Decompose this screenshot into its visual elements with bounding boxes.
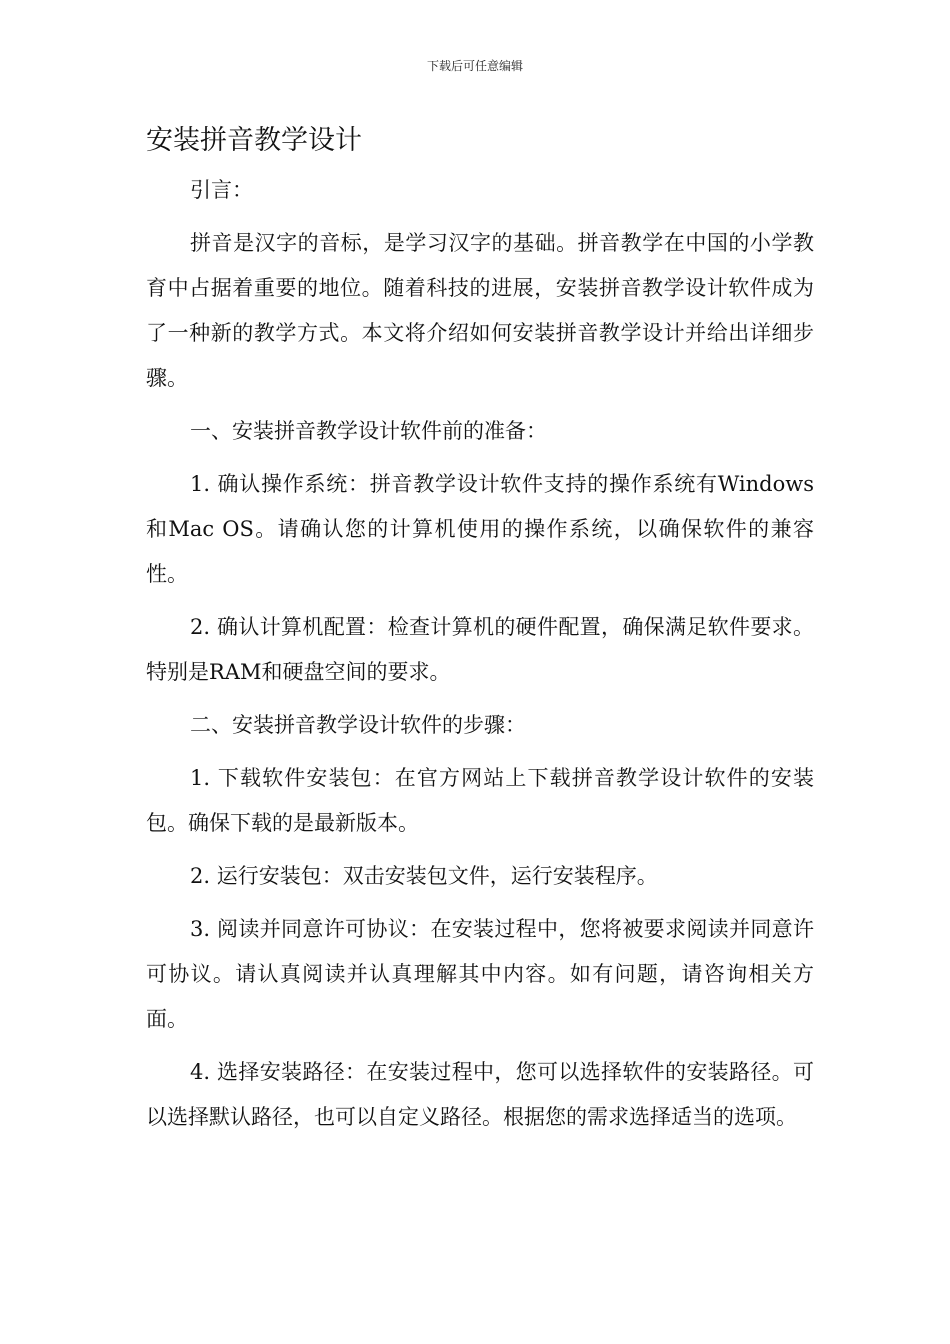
paragraph-intro: 拼音是汉字的音标，是学习汉字的基础。拼音教学在中国的小学教育中占据着重要的地位。随着科技的进展，安装拼音教学设计软件成为了一种新的教学方式。本文将介绍如何安装拼音教学设计并给出详细步骤。: [146, 231, 814, 390]
paragraph-step-license: 3. 阅读并同意许可协议：在安装过程中，您将被要求阅读并同意许可协议。请认真阅读并认真理解其中内容。如有问题，请咨询相关方面。: [146, 917, 814, 1031]
header-note: 下载后可任意编辑: [426, 59, 523, 73]
document-body: [146, 168, 814, 1148]
paragraph-prep-os: 1. 确认操作系统：拼音教学设计软件支持的操作系统有Windows和Mac OS。请确认您的计算机使用的操作系统，以确保软件的兼容性。: [146, 472, 814, 586]
section-heading-steps: 二、安装拼音教学设计软件的步骤：: [190, 713, 526, 737]
document-title: 安装拼音教学设计: [146, 125, 362, 156]
section-heading-preparation: 一、安装拼音教学设计软件前的准备：: [190, 419, 547, 443]
paragraph-step-download: 1. 下载软件安装包：在官方网站上下载拼音教学设计软件的安装包。确保下载的是最新版本。: [146, 766, 814, 835]
paragraph-intro-label: 引言：: [190, 178, 253, 202]
paragraph-step-path: 4. 选择安装路径：在安装过程中，您可以选择软件的安装路径。可以选择默认路径，也可以自定义路径。根据您的需求选择适当的选项。: [146, 1060, 814, 1129]
paragraph-step-run: 2. 运行安装包：双击安装包文件，运行安装程序。: [190, 864, 658, 888]
paragraph-prep-hardware: 2. 确认计算机配置：检查计算机的硬件配置，确保满足软件要求。特别是RAM和硬盘空间的要求。: [146, 615, 814, 684]
